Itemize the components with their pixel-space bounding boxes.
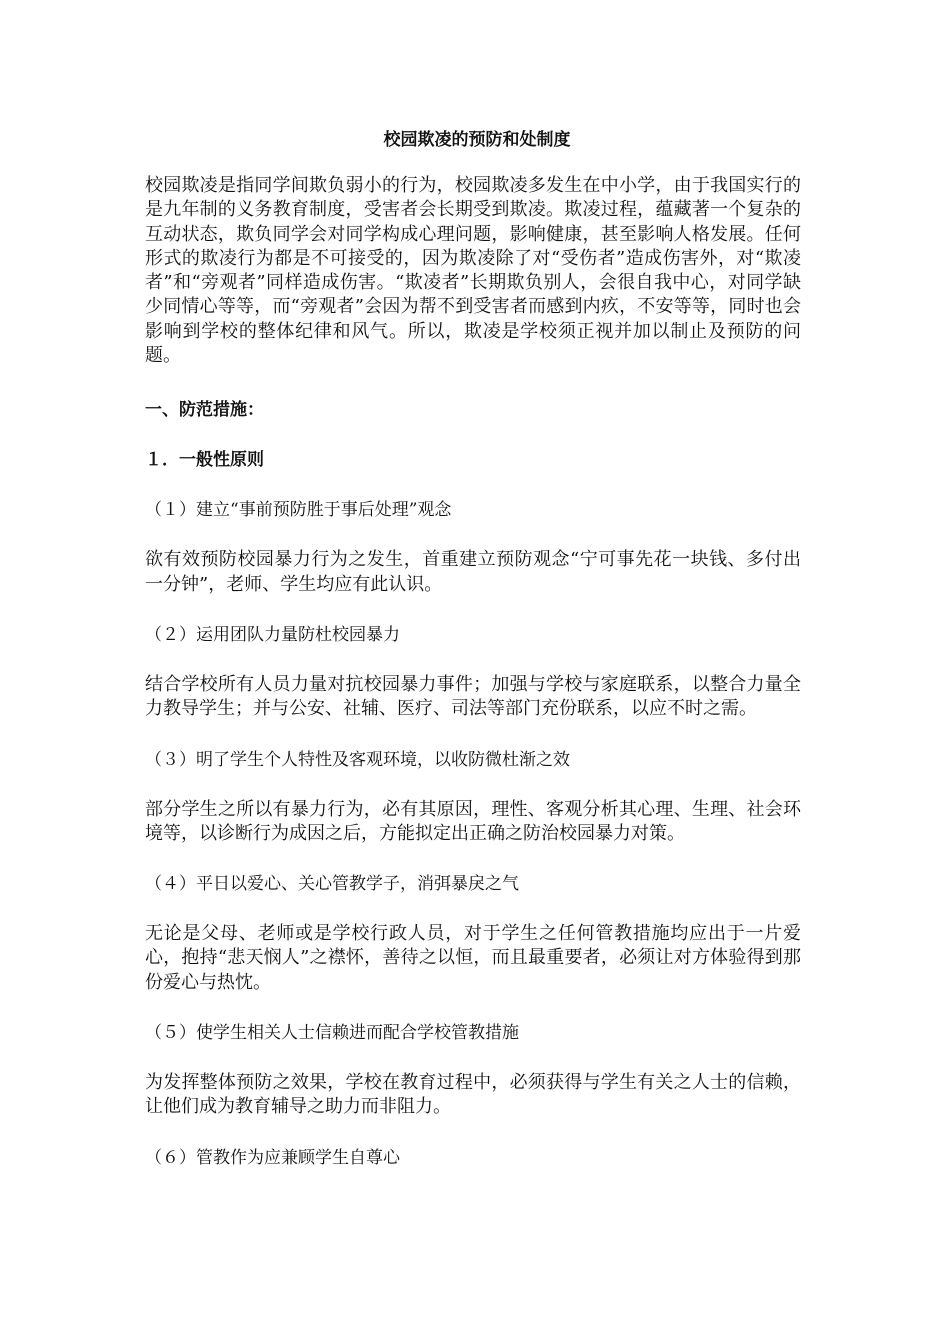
item-label-2: （２）运用团队力量防杜校园暴力 — [145, 624, 400, 645]
document-title: 校园欺凌的预防和处制度 — [383, 130, 571, 150]
item-text-5: 为发挥整体预防之效果，学校在教育过程中，必须获得与学生有关之人士的信赖，让他们成为教育辅导之助力而非阻力。 — [145, 1072, 801, 1118]
subsection-heading-general-principles: １．一般性原则 — [145, 450, 264, 471]
item-text-4: 无论是父母、老师或是学校行政人员，对于学生之任何管教措施均应出于一片爱心，抱持“悲天悯人”之襟怀，善待之以恒，而且最重要者，必须让对方体验得到那份爱心与热忱。 — [145, 923, 801, 993]
item-text-1: 欲有效预防校园暴力行为之发生，首重建立预防观念“宁可事先花一块钱、多付出一分钟”，老师、学生均应有此认识。 — [145, 549, 801, 595]
section-heading-prevention: 一、防范措施： — [145, 400, 264, 421]
item-text-2: 结合学校所有人员力量对抗校园暴力事件；加强与学校与家庭联系，以整合力量全力教导学生；并与公安、社辅、医疗、司法等部门充份联系，以应不时之需。 — [145, 673, 801, 720]
item-label-3: （３）明了学生个人特性及客观环境，以收防微杜渐之效 — [145, 749, 570, 770]
document-body — [145, 128, 801, 1196]
intro-paragraph: 校园欺凌是指同学间欺负弱小的行为，校园欺凌多发生在中小学，由于我国实行的是九年制的义务教育制度，受害者会长期受到欺凌。欺凌过程，蕴藏著一个复杂的互动状态，欺负同学会对同学构成心理问题，影响健康，甚至影响人格发展。任何形式的欺凌行为都是不可接受的，因为欺凌除了对“受伤者”造成伤害外，对“欺凌者”和“旁观者”同样造成伤害。“欺凌者”长期欺负别人，会很自我中心，对同学缺少同情心等等，而“旁观者”会因为帮不到受害者而感到内疚，不安等等，同时也会影响到学校的整体纪律和风气。所以，欺凌是学校须正视并加以制止及预防的问题。 — [145, 175, 801, 367]
item-label-1: （１）建立“事前预防胜于事后处理”观念 — [145, 500, 452, 521]
item-label-5: （５）使学生相关人士信赖进而配合学校管教措施 — [145, 1023, 519, 1044]
item-label-4: （４）平日以爱心、关心管教学子，消弭暴戾之气 — [145, 874, 519, 895]
item-label-6: （６）管教作为应兼顾学生自尊心 — [145, 1147, 400, 1168]
item-text-3: 部分学生之所以有暴力行为，必有其原因，理性、客观分析其心理、生理、社会环境等，以诊断行为成因之后，方能拟定出正确之防治校园暴力对策。 — [145, 798, 801, 844]
